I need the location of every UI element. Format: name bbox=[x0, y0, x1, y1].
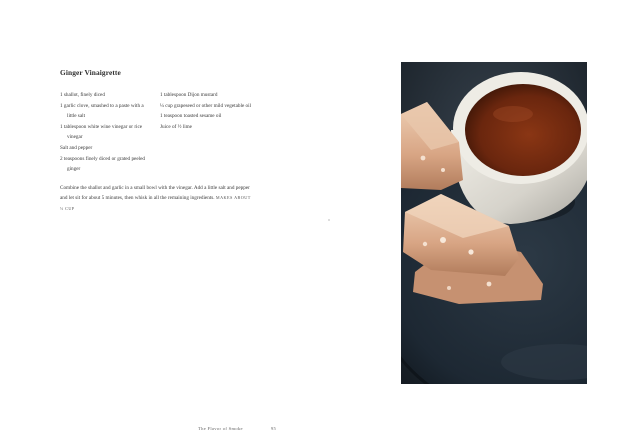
running-title: The Flavor of Smoke bbox=[198, 426, 243, 431]
ingredient-item: 1 teaspoon toasted sesame oil bbox=[160, 113, 222, 120]
gutter-mark bbox=[328, 219, 330, 221]
ingredient-item: Salt and pepper bbox=[60, 144, 93, 151]
recipe-title: Ginger Vinaigrette bbox=[60, 68, 121, 77]
ingredient-item: ¼ cup grapeseed or other mild vegetable oil bbox=[160, 102, 252, 109]
ingredients-column-left bbox=[60, 90, 154, 175]
tea-and-biscotti-photo bbox=[401, 62, 587, 384]
recipe-method bbox=[60, 183, 252, 214]
recipe-yield: MAKES ABOUT ⅓ CUP bbox=[60, 195, 251, 211]
ingredient-item: 1 tablespoon Dijon mustard bbox=[160, 92, 218, 98]
ingredient-item: Juice of ½ lime bbox=[160, 123, 192, 130]
ingredient-item: 1 garlic clove, smashed to a paste with a little salt bbox=[60, 102, 144, 120]
ingredients-column-right bbox=[160, 90, 260, 175]
ingredient-item: 1 shallot, finely diced bbox=[60, 92, 105, 98]
method-text: Combine the shallot and garlic in a small bowl with the vinegar. Add a little salt and pepper and let sit for about 5 minutes, then whisk in all the remaining ingredients. bbox=[60, 185, 250, 202]
page-number: 95 bbox=[270, 426, 277, 431]
ingredient-item: 2 teaspoons finely diced or grated peeled ginger bbox=[60, 155, 145, 173]
ingredient-item: 1 tablespoon white wine vinegar or rice vinegar bbox=[60, 123, 143, 141]
recipe-photo bbox=[401, 62, 587, 384]
ingredients-list bbox=[60, 90, 260, 175]
page-footer bbox=[198, 426, 276, 431]
